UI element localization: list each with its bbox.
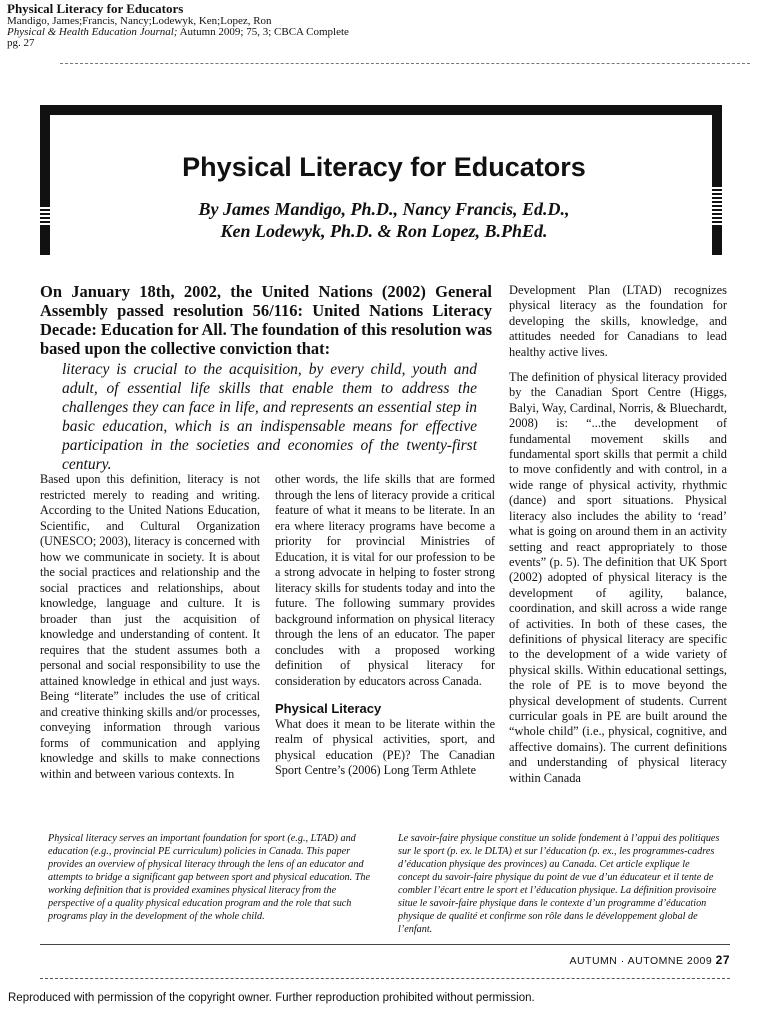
scan-divider-top xyxy=(60,63,750,64)
citation-title: Physical Literacy for Educators xyxy=(7,1,184,16)
section-heading: Physical Literacy xyxy=(275,701,382,716)
byline-line-1: By James Mandigo, Ph.D., Nancy Francis, Ed.D., xyxy=(198,199,570,219)
citation-issue: Autumn 2009; 75, 3; CBCA Complete xyxy=(177,26,349,38)
citation-source xyxy=(7,27,349,38)
lead-paragraph: On January 18th, 2002, the United Nations (2002) General Assembly passed resolution 56/116: United Nations Literacy Decade: Education for All. The foundation of this resolution was based upon the collective conviction that: xyxy=(40,282,492,358)
body-column-3 xyxy=(509,283,727,786)
col3-paragraph-2: The definition of physical literacy provided by the Canadian Sport Centre (Higgs, Balyi, Way, Cardinal, Norris, & Bluechardt, 2008) is: “...the development of fundamental movement skills and fundamental sport skills that permit a child to move confidently and with control, in a wide range of physical activity, rhythmic (dance) and sport situations. Physical literacy also includes the ability to ‘read’ what is going on around them in an activity setting and react appropriately to those events” (p. 5). The definition that UK Sport (2002) adopted of physical literacy is the development of agility, balance, coordination, and skill across a wide range of activities. In both of these cases, the definitions of physical literacy are specific to the development of a wide variety of physical skills. Within educational settings, the role of PE is to move beyond the physical development of students. Current curricular goals in PE are built around the “whole child” (i.e., physical, cognitive, and affective domains). The current definitions and understanding of physical literacy within Canada xyxy=(509,370,727,785)
footer-divider xyxy=(40,944,730,945)
body-column-1 xyxy=(40,472,260,782)
issue-label: AUTUMN · AUTOMNE 2009 xyxy=(569,955,716,967)
citation-authors: Mandigo, James;Francis, Nancy;Lodewyk, Ken;Lopez, Ron xyxy=(7,15,272,27)
col2-text: other words, the life skills that are formed through the lens of literacy provide a critical feature of what it means to be literate. In an era where literacy programs have become a priority for provincial Ministries of Education, it is vital for our profession to be a strong advocate in helping to foster strong literacy skills for students today and into the future. The following summary provides background information on physical literacy through the lens of an educator. The paper concludes with a proposed working definition of physical literacy for consideration by educators across Canada. xyxy=(275,472,495,688)
abstract-french: Le savoir-faire physique constitue un solide fondement à l’appui des politiques sur le sport (p. ex. le DLTA) et sur l’éducation (p. ex., les programmes-cadres d’éducation physique des provinces) au Canada. Cet article explique le concept du savoir-faire physique du point de vue d’un éducateur et il tente de combler l’écart entre le sport et l’éducation physique. La définition provisoire situe le savoir-faire physique dans le contexte d’un programme d’éducation physique de qualité et confirme son rôle dans le développement global de l’enfant. xyxy=(398,833,720,935)
col3-paragraph-1: Development Plan (LTAD) recognizes physical literacy as the foundation for developing the skills, knowledge, and attitudes needed for Canadians to lead healthy active lives. xyxy=(509,283,727,359)
unesco-quote: literacy is crucial to the acquisition, by every child, youth and adult, of essential life skills that enable them to address the challenges they can face in life, and represents an essential step in basic education, which is an indispensable means for effective participation in the societies and economies of the twenty-first century. xyxy=(62,361,477,473)
page-number: 27 xyxy=(715,953,730,967)
col2-section-text: What does it mean to be literate within the realm of physical activities, sport, and physical education (PE)? The Canadian Sport Centre’s (2006) Long Term Athlete xyxy=(275,716,495,777)
article-byline xyxy=(0,198,768,242)
abstract-english: Physical literacy serves an important foundation for sport (e.g., LTAD) and education (e.g., provincial PE curriculum) policies in Canada. This paper provides an overview of physical literacy through the lens of an educator and attempts to bridge a significant gap between sport and physical education. The working definition that is provided examines physical literacy from the perspective of a quality physical education program and the role that such programs play in the development of the whole child. xyxy=(48,833,371,922)
citation-header xyxy=(7,2,349,49)
article-title: Physical Literacy for Educators xyxy=(182,152,586,182)
col1-text: Based upon this definition, literacy is not restricted merely to reading and writing. According to the United Nations Education, Scientific, and Cultural Organization (UNESCO; 2003), literacy is concerned with how we communicate in society. It is about the social practices and relationship and the social practices and relationships, about knowledge, language and culture. It is broader than just the acquisition of knowledge and understanding of content. It requires that the student assumes both a personal and social responsibility to use the attained knowledge in ethical and just ways. Being “literate” includes the use of critical and creative thinking skills and/or processes, conveying information through various forms of communication and applying knowledge and skills to make connections within and between various contexts. In xyxy=(40,472,260,781)
body-column-2 xyxy=(275,472,495,779)
issue-footer xyxy=(569,953,730,967)
reproduction-notice: Reproduced with permission of the copyright owner. Further reproduction prohibited without permission. xyxy=(8,992,535,1004)
scan-divider-bottom xyxy=(40,978,730,979)
citation-journal: Physical & Health Education Journal; xyxy=(7,26,178,38)
citation-page: pg. 27 xyxy=(7,37,35,49)
byline-line-2: Ken Lodewyk, Ph.D. & Ron Lopez, B.PhEd. xyxy=(220,221,548,241)
